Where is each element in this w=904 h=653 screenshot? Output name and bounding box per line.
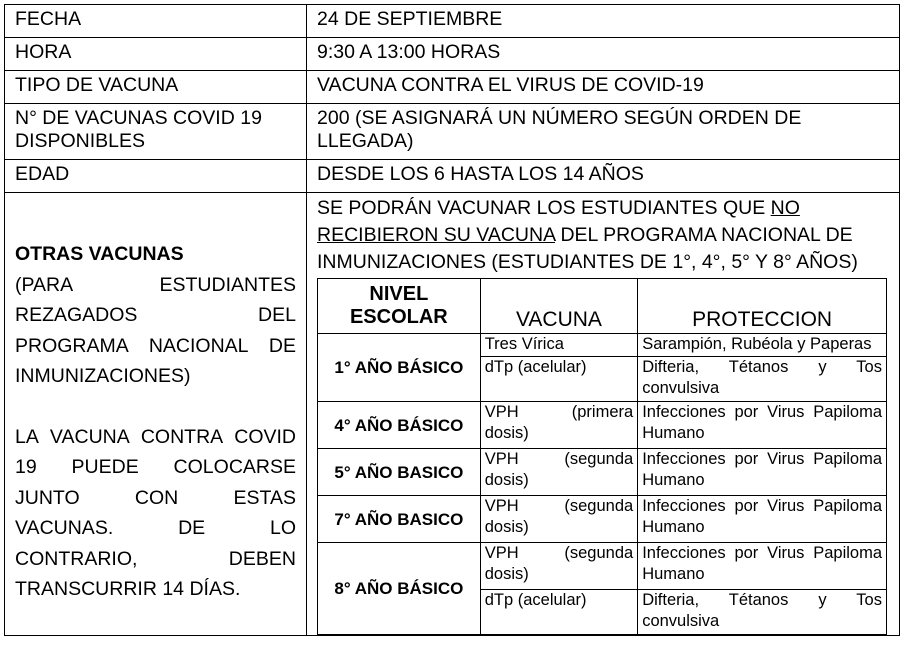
otras-title: OTRAS VACUNAS [15,243,184,265]
row-label: N° DE VACUNAS COVID 19 DISPONIBLES [5,104,307,160]
header-proteccion: PROTECCION [638,279,887,334]
intro-part-2: DEL PROGRAMA NACIONAL DE INMUNIZACIONES (ESTUDIANTES DE 1°, 4°, 5° Y 8° AÑOS) [317,224,858,273]
row-value: 9:30 A 13:00 HORAS [307,38,900,71]
table-row [318,449,887,496]
intro-text [307,193,899,278]
header-vacuna: VACUNA [480,279,637,334]
proteccion-cell: Infecciones por Virus Papiloma Humano [638,449,887,496]
intro-part-1: SE PODRÁN VACUNAR LOS ESTUDIANTES QUE [317,197,771,219]
vaccination-info-table [4,4,900,636]
row-value: 24 DE SEPTIEMBRE [307,5,900,38]
intro-underlined: NO RECIBIERON SU VACUNA [317,197,800,246]
proteccion-cell: Infecciones por Virus Papiloma Humano [638,543,887,590]
row-value: 200 (SE ASIGNARÁ UN NÚMERO SEGÚN ORDEN DE LLEGADA) [307,104,900,160]
row-label: FECHA [5,5,307,38]
row-otras-vacunas [5,193,900,636]
row-hora [5,38,900,71]
vacuna-cell: Tres Vírica [480,334,637,357]
nivel-cell: 7° AÑO BASICO [318,496,481,543]
table-row [318,496,887,543]
row-vacunas-disponibles [5,104,900,160]
otras-text-2: LA VACUNA CONTRA COVID 19 PUEDE COLOCARSE JUNTO CON ESTAS VACUNAS. DE LO CONTRARIO, DEBEN TRANSCURRIR 14 DÍAS. [15,425,296,600]
row-label: TIPO DE VACUNA [5,71,307,104]
row-value: DESDE LOS 6 HASTA LOS 14 AÑOS [307,160,900,193]
row-fecha [5,5,900,38]
proteccion-cell: Difteria, Tétanos y Tos convulsiva [638,357,887,402]
row-edad [5,160,900,193]
header-nivel: NIVEL ESCOLAR [318,279,481,334]
schedule-header-row [318,279,887,334]
vacuna-cell: VPH (segunda dosis) [480,543,637,590]
otras-text-1: (PARA ESTUDIANTES REZAGADOS DEL PROGRAMA NACIONAL DE INMUNIZACIONES) [15,273,296,387]
row-label: HORA [5,38,307,71]
table-row [318,334,887,357]
vacuna-cell: dTp (acelular) [480,590,637,635]
row-value: VACUNA CONTRA EL VIRUS DE COVID-19 [307,71,900,104]
nivel-cell: 8° AÑO BÁSICO [318,543,481,635]
vaccine-schedule-table [317,278,887,635]
row-label: EDAD [5,160,307,193]
vacuna-cell: VPH (segunda dosis) [480,496,637,543]
table-row [318,402,887,449]
table-row [318,543,887,590]
nivel-cell: 5° AÑO BASICO [318,449,481,496]
vacuna-cell: dTp (acelular) [480,357,637,402]
proteccion-cell: Difteria, Tétanos y Tos convulsiva [638,590,887,635]
proteccion-cell: Sarampión, Rubéola y Paperas [638,334,887,357]
vacuna-cell: VPH (segunda dosis) [480,449,637,496]
proteccion-cell: Infecciones por Virus Papiloma Humano [638,402,887,449]
otras-detail-cell [307,193,900,636]
row-tipo-vacuna [5,71,900,104]
proteccion-cell: Infecciones por Virus Papiloma Humano [638,496,887,543]
otras-vacunas-cell [5,193,307,636]
vacuna-cell: VPH (primera dosis) [480,402,637,449]
nivel-cell: 4° AÑO BÁSICO [318,402,481,449]
nivel-cell: 1° AÑO BÁSICO [318,334,481,402]
